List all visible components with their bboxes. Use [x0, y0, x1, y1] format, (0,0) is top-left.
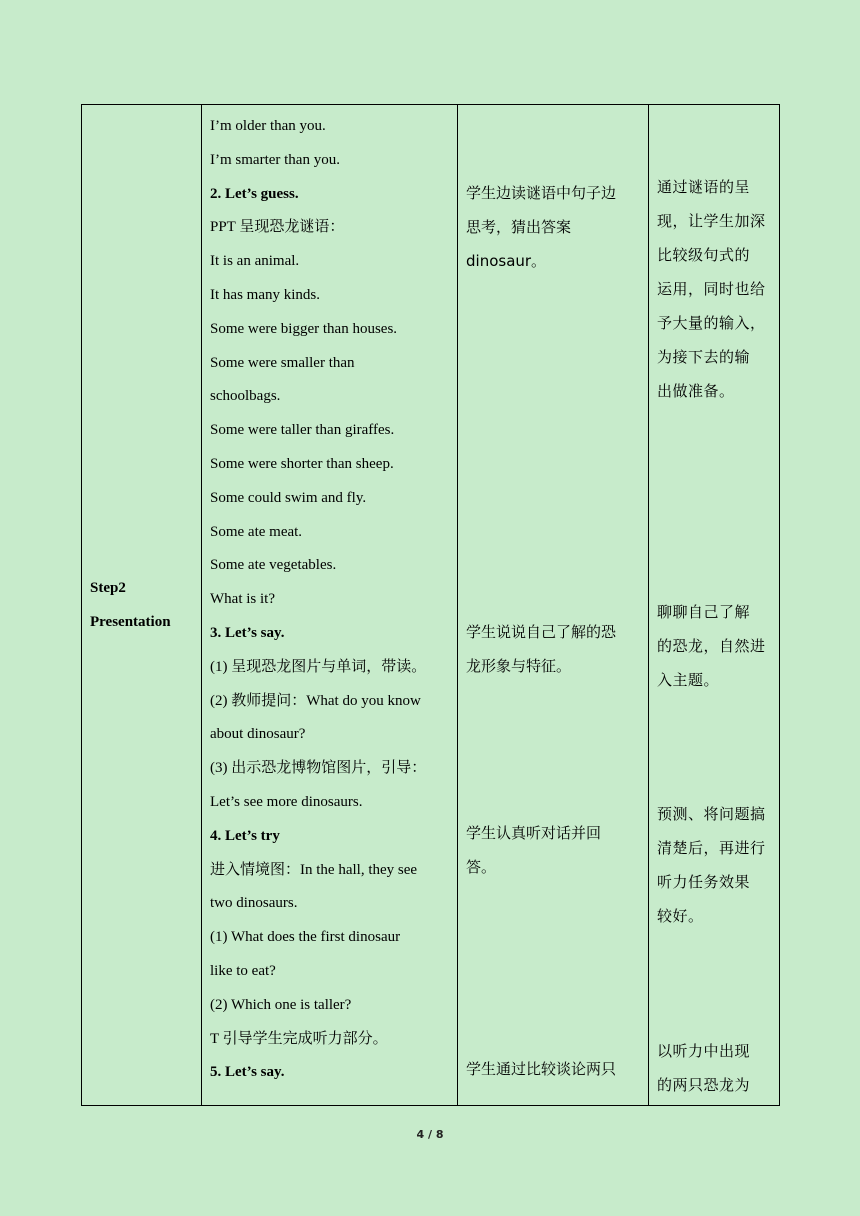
content-line: PPT 呈现恐龙谜语： — [210, 219, 345, 236]
step-number: Step2 — [90, 580, 126, 596]
page-number: 4 / 8 — [416, 1128, 444, 1141]
text-line: 通过谜语的呈 — [657, 178, 751, 196]
text-line: dinosaur。 — [466, 252, 547, 270]
content-line: Some ate vegetables. — [210, 557, 337, 574]
content-line: two dinosaurs. — [210, 895, 298, 912]
text-line: 学生边读谜语中句子边 — [466, 184, 617, 202]
content-line: What is it? — [210, 591, 275, 608]
teacher-activity-cell — [202, 105, 458, 1106]
content-line: (3) 出示恐龙博物馆图片，引导： — [210, 760, 427, 777]
content-line: Some were taller than giraffes. — [210, 422, 395, 439]
text-line: 以听力中出现 — [657, 1042, 751, 1060]
content-lines — [210, 110, 451, 1090]
student-activity-block — [466, 816, 640, 884]
content-line: Some could swim and fly. — [210, 489, 367, 506]
design-intent-block — [657, 170, 773, 408]
text-line: 聊聊自己了解 — [657, 603, 751, 621]
text-line: 入主题。 — [657, 671, 720, 689]
content-line: Some were smaller than — [210, 354, 355, 371]
text-line: 预测、将问题搞 — [657, 805, 766, 823]
step-label-cell — [82, 105, 202, 1106]
content-line: 3. Let’s say. — [210, 624, 285, 641]
text-line: 思考，猜出答案 — [466, 218, 572, 236]
content-line: about dinosaur? — [210, 726, 306, 743]
text-line: 答。 — [466, 858, 497, 876]
student-activity-cell — [458, 105, 649, 1106]
content-line: 2. Let’s guess. — [210, 185, 299, 202]
text-line: 较好。 — [657, 907, 704, 925]
text-line: 的两只恐龙为 — [657, 1076, 751, 1094]
content-line: I’m smarter than you. — [210, 151, 340, 168]
text-line: 学生说说自己了解的恐 — [466, 623, 617, 641]
content-line: It has many kinds. — [210, 286, 320, 303]
design-intent-block — [657, 595, 773, 697]
text-line: 运用，同时也给 — [657, 280, 766, 298]
content-line: I’m older than you. — [210, 118, 326, 134]
text-line: 比较级句式的 — [657, 246, 751, 264]
content-line: (2) 教师提问：What do you know — [210, 692, 421, 709]
text-line: 为接下去的输 — [657, 348, 751, 366]
text-line: 的恐龙，自然进 — [657, 637, 766, 655]
content-line: Let’s see more dinosaurs. — [210, 793, 363, 810]
content-line: like to eat? — [210, 962, 276, 979]
design-intent-cell — [649, 105, 780, 1106]
text-line: 现，让学生加深 — [657, 212, 766, 230]
text-line: 龙形象与特征。 — [466, 657, 572, 675]
design-intent-block — [657, 797, 773, 933]
text-line: 学生通过比较谈论两只 — [466, 1060, 617, 1078]
text-line: 出做准备。 — [657, 382, 735, 400]
text-line: 清楚后，再进行 — [657, 839, 766, 857]
content-line: Some ate meat. — [210, 523, 303, 540]
step-title: Presentation — [90, 614, 171, 630]
content-line: (1) What does the first dinosaur — [210, 929, 401, 946]
lesson-plan-table — [81, 104, 780, 1106]
design-intent-block — [657, 1034, 773, 1102]
content-line: 5. Let’s say. — [210, 1064, 285, 1081]
content-line: (1) 呈现恐龙图片与单词，带读。 — [210, 658, 427, 675]
student-activity-block — [466, 176, 640, 278]
content-line: Some were bigger than houses. — [210, 320, 398, 337]
student-activity-block — [466, 615, 640, 683]
table-row — [82, 105, 780, 1106]
content-line: It is an animal. — [210, 253, 300, 270]
text-line: 学生认真听对话并回 — [466, 824, 602, 842]
student-activity-block — [466, 1052, 640, 1086]
content-line: 进入情境图：In the hall, they see — [210, 861, 418, 878]
content-line: T 引导学生完成听力部分。 — [210, 1030, 388, 1047]
content-line: (2) Which one is taller? — [210, 996, 352, 1013]
content-line: Some were shorter than sheep. — [210, 455, 394, 472]
text-line: 予大量的输入， — [657, 314, 766, 332]
content-line: schoolbags. — [210, 388, 281, 405]
content-line: 4. Let’s try — [210, 827, 280, 844]
text-line: 听力任务效果 — [657, 873, 751, 891]
